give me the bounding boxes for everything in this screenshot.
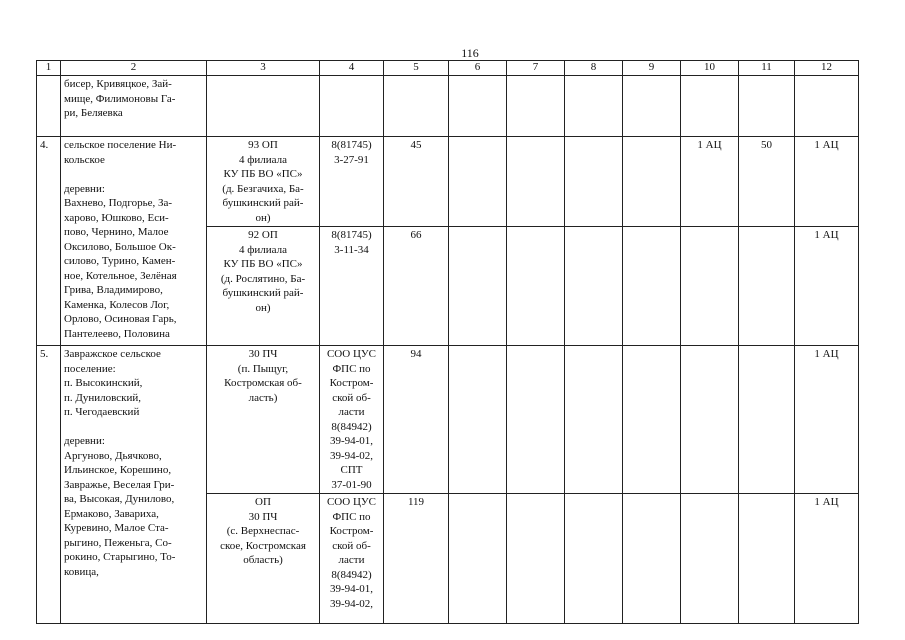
column-header: 11 bbox=[739, 61, 795, 76]
column-header: 8 bbox=[565, 61, 623, 76]
col10-cell bbox=[681, 346, 739, 494]
col5-cell: 94 bbox=[384, 346, 449, 494]
phone-cell: СОО ЦУС ФПС по Костром- ской об- ласти 8(84942) 39-94-01, 39-94-02, bbox=[320, 494, 384, 624]
empty-cell bbox=[507, 227, 565, 346]
col5-cell: 66 bbox=[384, 227, 449, 346]
col12-cell bbox=[795, 76, 859, 137]
empty-cell bbox=[507, 76, 565, 137]
fire-stations-table bbox=[36, 60, 859, 624]
empty-cell bbox=[565, 76, 623, 137]
col11-cell: 50 bbox=[739, 137, 795, 227]
col12-cell: 1 АЦ bbox=[795, 137, 859, 227]
empty-cell bbox=[623, 346, 681, 494]
empty-cell bbox=[623, 137, 681, 227]
empty-cell bbox=[623, 76, 681, 137]
fire-unit-cell: 93 ОП 4 филиала КУ ПБ ВО «ПС» (д. Безгачиха, Ба- бушкинский рай- он) bbox=[207, 137, 320, 227]
col10-cell: 1 АЦ bbox=[681, 137, 739, 227]
column-header: 10 bbox=[681, 61, 739, 76]
row-number: 4. bbox=[37, 137, 61, 346]
page-number: 116 bbox=[461, 46, 479, 60]
empty-cell bbox=[507, 346, 565, 494]
fire-unit-cell: 92 ОП 4 филиала КУ ПБ ВО «ПС» (д. Рослятино, Ба- бушкинский рай- он) bbox=[207, 227, 320, 346]
fire-stations-table-wrapper bbox=[36, 60, 860, 640]
col11-cell bbox=[739, 346, 795, 494]
col12-cell: 1 АЦ bbox=[795, 494, 859, 624]
empty-cell bbox=[623, 494, 681, 624]
column-header: 12 bbox=[795, 61, 859, 76]
column-number-row bbox=[37, 61, 859, 76]
phone-cell bbox=[320, 76, 384, 137]
empty-cell bbox=[565, 494, 623, 624]
table-row bbox=[37, 76, 859, 137]
settlement-cell: сельское поселение Ни- кольское деревни: Вахнево, Подгорье, За- харово, Юшково, Еси- пово, Чернино, Малое Оксилово, Большое Ок- силово, Турино, Камен- ное, Котельное, Зелёная Грива, Владимирово, Каменка, Колесов Лог, Орлово, Осиновая Гарь, Пантелеево, Половина bbox=[61, 137, 207, 346]
phone-cell: 8(81745) 3-27-91 bbox=[320, 137, 384, 227]
empty-cell bbox=[449, 76, 507, 137]
column-header: 2 bbox=[61, 61, 207, 76]
fire-unit-cell: 30 ПЧ (п. Пыщуг, Костромская об- ласть) bbox=[207, 346, 320, 494]
column-header: 4 bbox=[320, 61, 384, 76]
row-number: 5. bbox=[37, 346, 61, 624]
empty-cell bbox=[507, 494, 565, 624]
empty-cell bbox=[449, 137, 507, 227]
col5-cell: 45 bbox=[384, 137, 449, 227]
empty-cell bbox=[565, 137, 623, 227]
col11-cell bbox=[739, 227, 795, 346]
settlement-cell: Завражское сельское поселение: п. Высокинский, п. Дуниловский, п. Чегодаевский деревни: Аргуново, Дьячково, Ильинское, Корешино, Завражье, Веселая Гри- ва, Высокая, Дунилово, Ермаково, Завариха, Куревино, Малое Ста- рыгино, Пеженьга, Со- рокино, Старыгино, То- ковица, bbox=[61, 346, 207, 624]
empty-cell bbox=[565, 227, 623, 346]
table-row bbox=[37, 346, 859, 494]
column-header: 9 bbox=[623, 61, 681, 76]
column-header: 7 bbox=[507, 61, 565, 76]
col10-cell bbox=[681, 227, 739, 346]
table-row bbox=[37, 137, 859, 227]
col10-cell bbox=[681, 494, 739, 624]
row-number bbox=[37, 76, 61, 137]
empty-cell bbox=[449, 346, 507, 494]
empty-cell bbox=[565, 346, 623, 494]
phone-cell: СОО ЦУС ФПС по Костром- ской об- ласти 8(84942) 39-94-01, 39-94-02, СПТ 37-01-90 bbox=[320, 346, 384, 494]
empty-cell bbox=[507, 137, 565, 227]
column-header: 6 bbox=[449, 61, 507, 76]
fire-unit-cell bbox=[207, 76, 320, 137]
col11-cell bbox=[739, 494, 795, 624]
col12-cell: 1 АЦ bbox=[795, 227, 859, 346]
col10-cell bbox=[681, 76, 739, 137]
column-header: 1 bbox=[37, 61, 61, 76]
settlement-cell: бисер, Кривяцкое, Зай- мище, Филимоновы Га- ри, Беляевка bbox=[61, 76, 207, 137]
empty-cell bbox=[623, 227, 681, 346]
col5-cell: 119 bbox=[384, 494, 449, 624]
column-header: 3 bbox=[207, 61, 320, 76]
col5-cell bbox=[384, 76, 449, 137]
col12-cell: 1 АЦ bbox=[795, 346, 859, 494]
col11-cell bbox=[739, 76, 795, 137]
empty-cell bbox=[449, 227, 507, 346]
phone-cell: 8(81745) 3-11-34 bbox=[320, 227, 384, 346]
column-header: 5 bbox=[384, 61, 449, 76]
empty-cell bbox=[449, 494, 507, 624]
fire-unit-cell: ОП 30 ПЧ (с. Верхнеспас- ское, Костромская область) bbox=[207, 494, 320, 624]
